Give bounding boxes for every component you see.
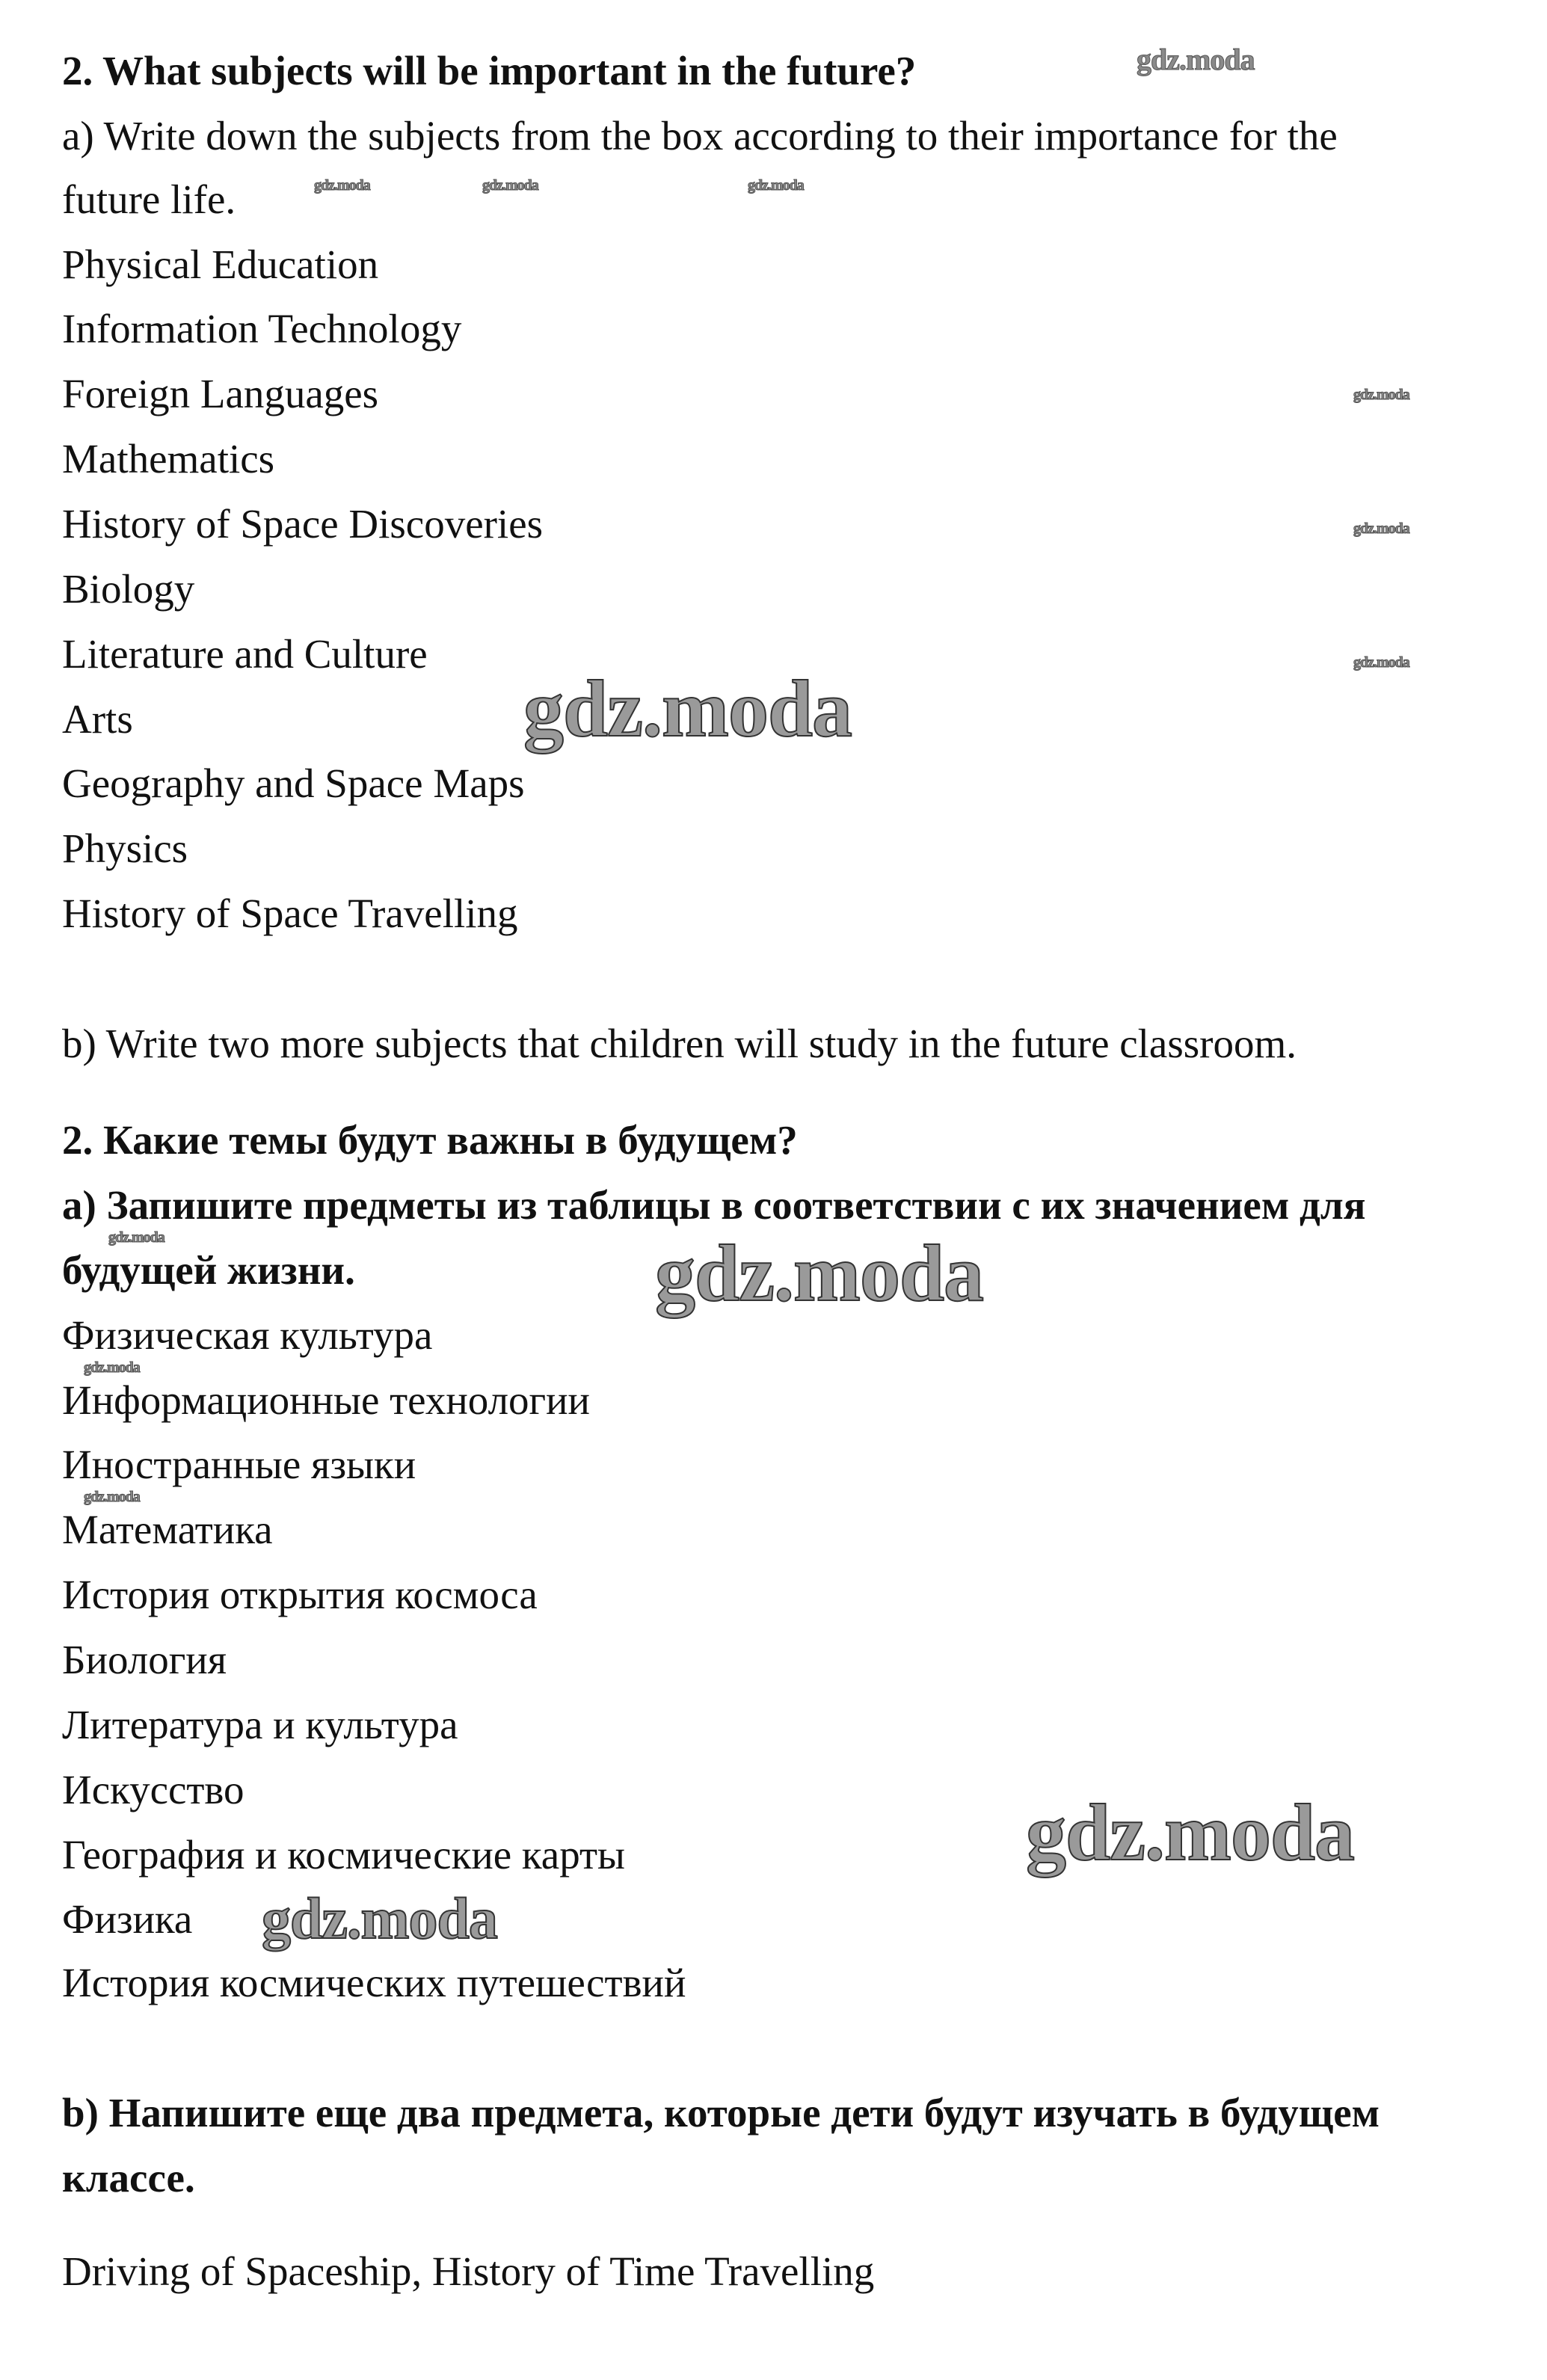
list-item: Биология [62, 1637, 227, 1682]
list-item: History of Space Discoveries [62, 501, 544, 547]
watermark: gdz.moda [84, 1359, 140, 1376]
task-a-text-ru-cont: будущей жизни. [62, 1247, 355, 1293]
watermark: gdz.moda [482, 177, 538, 194]
list-item: History of Space Travelling [62, 891, 518, 936]
task-a-text-ru: а) Запишите предметы из таблицы в соответствии с их значением для [62, 1182, 1366, 1228]
list-item: Literature and Culture [62, 631, 428, 677]
list-item: География и космические карты [62, 1832, 625, 1878]
task-b-text-ru-cont: классе. [62, 2155, 195, 2201]
watermark: gdz.moda [523, 665, 852, 754]
list-item: Arts [62, 696, 133, 742]
watermark: gdz.moda [1353, 520, 1409, 537]
list-item: История космических путешествий [62, 1960, 686, 2005]
list-item: Математика [62, 1507, 273, 1552]
watermark: gdz.moda [1353, 654, 1409, 671]
list-item: Physical Education [62, 242, 379, 287]
watermark: gdz.moda [108, 1229, 164, 1246]
list-item: Mathematics [62, 436, 275, 482]
exercise-title: 2. What subjects will be important in the future? [62, 48, 917, 93]
watermark: gdz.moda [1137, 43, 1255, 76]
list-item: Иностранные языки [62, 1442, 416, 1487]
watermark: gdz.moda [655, 1229, 984, 1318]
watermark: gdz.moda [314, 177, 370, 194]
list-item: История открытия космоса [62, 1572, 538, 1617]
task-a-text-cont: future life. [62, 176, 236, 222]
list-item: Информационные технологии [62, 1377, 590, 1423]
watermark: gdz.moda [748, 177, 804, 194]
list-item: Искусство [62, 1767, 244, 1812]
list-item: Физическая культура [62, 1312, 433, 1358]
watermark: gdz.moda [1026, 1789, 1355, 1878]
list-item: Foreign Languages [62, 371, 379, 416]
exercise-title-ru: 2. Какие темы будут важны в будущем? [62, 1117, 798, 1163]
list-item: Физика [62, 1896, 193, 1942]
answer-text: Driving of Spaceship, History of Time Travelling [62, 2248, 875, 2294]
task-a-text: a) Write down the subjects from the box according to their importance for the [62, 113, 1338, 159]
list-item: Physics [62, 825, 188, 871]
task-b-text: b) Write two more subjects that children will study in the future classroom. [62, 1021, 1297, 1066]
list-item: Information Technology [62, 306, 462, 351]
watermark: gdz.moda [84, 1489, 140, 1505]
list-item: Geography and Space Maps [62, 760, 525, 806]
watermark: gdz.moda [1353, 387, 1409, 403]
watermark: gdz.moda [262, 1886, 497, 1951]
list-item: Литература и культура [62, 1702, 458, 1747]
task-b-text-ru: b) Напишите еще два предмета, которые дети будут изучать в будущем [62, 2090, 1380, 2135]
list-item: Biology [62, 566, 195, 612]
